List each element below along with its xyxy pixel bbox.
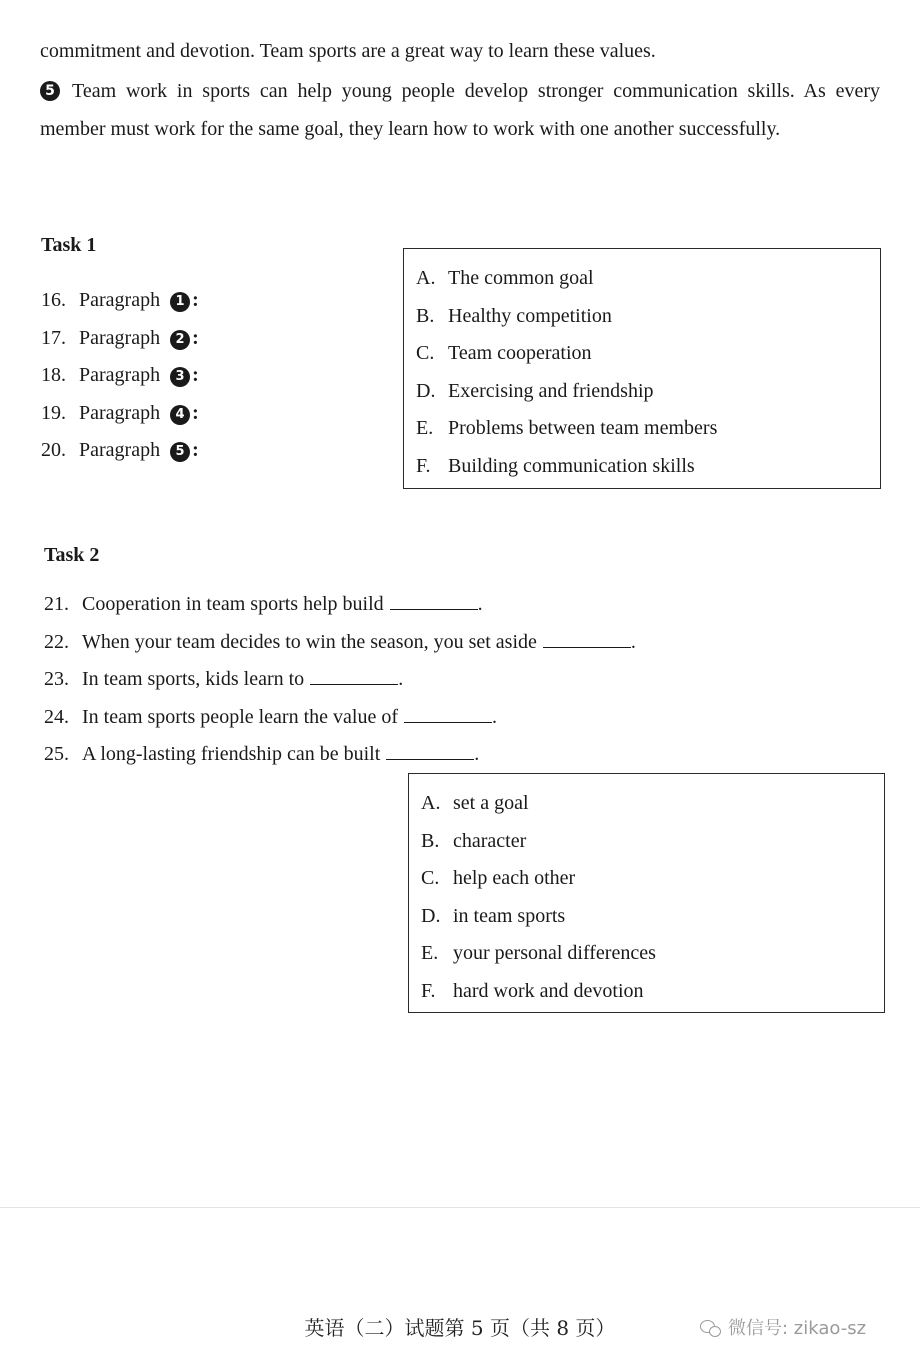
task2-question: 25. A long-lasting friendship can be built . <box>44 736 636 774</box>
paragraph-5-marker: 5 <box>40 81 60 101</box>
task1-title: Task 1 <box>41 234 97 256</box>
task2-option: A. set a goal <box>421 792 529 814</box>
paragraph-marker: 1 <box>170 292 190 312</box>
answer-blank <box>404 702 492 723</box>
answer-blank <box>390 589 478 610</box>
paragraph-marker: 5 <box>170 442 190 462</box>
task2-question: 24. In team sports people learn the value of . <box>44 699 636 737</box>
task1-option: A. The common goal <box>416 267 594 289</box>
passage-continuation <box>40 32 880 70</box>
paragraph-marker: 4 <box>170 405 190 425</box>
task1-option: C. Team cooperation <box>416 342 592 364</box>
wechat-watermark <box>700 1314 866 1340</box>
task2-title: Task 2 <box>44 544 100 566</box>
task1-option: F. Building communication skills <box>416 454 695 477</box>
task2-options-box <box>408 773 885 1013</box>
task2-question: 22. When your team decides to win the season, you set aside . <box>44 624 636 662</box>
watermark-text: 微信号: zikao-sz <box>728 1318 867 1339</box>
footer-divider <box>0 1207 920 1208</box>
answer-blank <box>543 627 631 648</box>
task1-options-box <box>403 248 881 489</box>
task2-question-list <box>44 586 636 774</box>
task1-option: D. Exercising and friendship <box>416 379 654 402</box>
task2-option: F. hard work and devotion <box>421 979 644 1002</box>
page-footer: 英语（二）试题第 5 页（共 8 页） <box>304 1316 616 1340</box>
task1-question: 18. Paragraph 3 : <box>41 364 199 386</box>
task1-question-list <box>41 282 199 470</box>
task1-question: 20. Paragraph 5 : <box>41 439 199 461</box>
answer-blank <box>310 664 398 685</box>
paragraph-marker: 2 <box>170 330 190 350</box>
task2-option: D. in team sports <box>421 904 566 927</box>
task2-option: C. help each other <box>421 867 576 889</box>
task1-question: 17. Paragraph 2 : <box>41 326 199 349</box>
task2-question: 21. Cooperation in team sports help build . <box>44 586 636 624</box>
task2-option: E. your personal differences <box>421 942 656 964</box>
wechat-icon <box>700 1320 722 1336</box>
task1-option: B. Healthy competition <box>416 304 612 327</box>
task2-question: 23. In team sports, kids learn to . <box>44 661 636 699</box>
passage-paragraph-5 <box>40 72 880 148</box>
paragraph-5-text: Team work in sports can help young people develop stronger communication skills. As every member must work for the same goal, they learn how to work with one another successfully. <box>40 80 880 140</box>
task1-question: 19. Paragraph 4 : <box>41 401 199 424</box>
task1-option: E. Problems between team members <box>416 417 718 439</box>
task1-question: 16. Paragraph 1 : <box>41 289 199 311</box>
passage-line: commitment and devotion. Team sports are a great way to learn these values. <box>40 40 656 62</box>
task2-option: B. character <box>421 829 527 852</box>
paragraph-marker: 3 <box>170 367 190 387</box>
answer-blank <box>386 739 474 760</box>
